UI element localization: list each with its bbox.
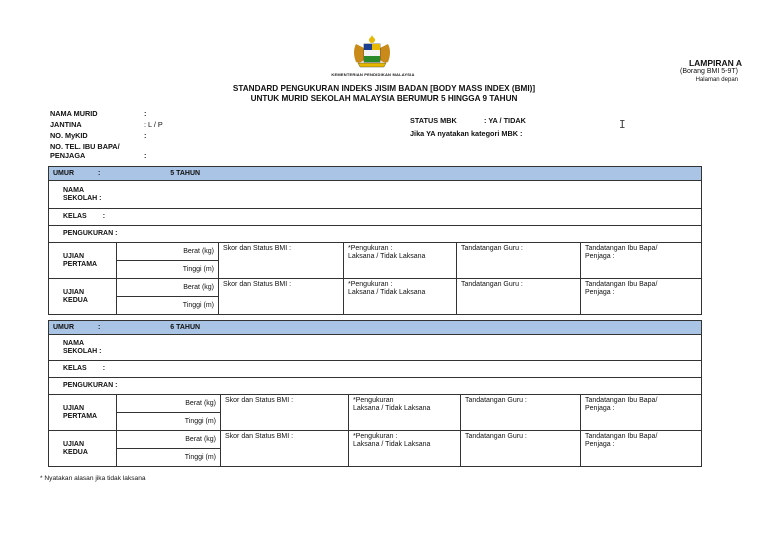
text-cursor-icon: I [619,118,626,131]
age-header [49,167,702,181]
school-name-row[interactable] [49,335,702,361]
measurement-status-options: Laksana / Tidak Laksana [353,404,431,412]
school-label-1: NAMA [63,186,84,194]
age-value: 6 TAHUN [170,323,201,331]
jantina-value: : L / P [144,120,163,129]
measurement-status-field[interactable] [344,243,457,279]
umur-colon: : [97,323,101,331]
parent-signature-label-1: Tandatangan Ibu Bapa/ [585,281,658,288]
weight-field[interactable]: Berat (kg) [117,279,219,297]
status-mbk-label: STATUS MBK [410,116,457,125]
height-field[interactable]: Tinggi (m) [117,449,221,467]
test-label-2: KEDUA [63,448,88,456]
nama-murid-label: NAMA MURID [50,109,98,118]
weight-field[interactable]: Berat (kg) [117,243,219,261]
test-label-cell [49,279,117,315]
test-label-2: PERTAMA [63,260,98,268]
measurement-status-label: *Pengukuran : [353,433,398,440]
parent-signature-label-2: Penjaga : [585,252,615,260]
phone-label-line1: NO. TEL. IBU BAPA/ [50,142,120,151]
jantina-label: JANTINA [50,120,82,129]
height-field[interactable]: Tinggi (m) [117,297,219,315]
page-label: Halaman depan [695,77,738,83]
weight-field[interactable]: Berat (kg) [117,431,221,449]
measurement-status-label: *Pengukuran : [348,245,393,252]
measurement-status-field[interactable] [349,431,461,467]
bmi-score-field[interactable]: Skor dan Status BMI : [221,395,349,431]
teacher-signature-field[interactable]: Tandatangan Guru : [457,279,581,315]
teacher-signature-field[interactable]: Tandatangan Guru : [457,243,581,279]
class-label: KELAS [63,213,87,221]
phone-colon: : [144,151,147,160]
bmi-score-field[interactable]: Skor dan Status BMI : [219,279,344,315]
parent-signature-label-1: Tandatangan Ibu Bapa/ [585,245,658,252]
class-colon: : [102,213,106,221]
mbk-category-label: Jika YA nyatakan kategori MBK : [410,129,523,138]
school-label-2: SEKOLAH : [63,194,102,202]
umur-label: UMUR [53,169,74,177]
test-label-1: UJIAN [63,404,85,412]
height-field[interactable]: Tinggi (m) [117,261,219,279]
test-label-1: UJIAN [63,288,85,296]
footnote: * Nyatakan alasan jika tidak laksana [40,475,146,482]
class-row[interactable] [49,209,702,226]
nama-murid-colon: : [144,109,147,118]
mykid-label: NO. MyKID [50,131,88,140]
weight-field[interactable]: Berat (kg) [117,395,221,413]
test-label-2: PERTAMA [63,412,98,420]
parent-signature-label-1: Tandatangan Ibu Bapa/ [585,433,658,440]
school-label-1: NAMA [63,339,84,347]
bmi-block-6-tahun [48,320,702,467]
parent-signature-field[interactable] [581,243,702,279]
measurement-status-options: Laksana / Tidak Laksana [348,252,426,260]
class-label: KELAS [63,365,87,373]
parent-signature-label-2: Penjaga : [585,440,615,448]
test-label-cell [49,395,117,431]
height-field[interactable]: Tinggi (m) [117,413,221,431]
umur-label: UMUR [53,323,74,331]
teacher-signature-field[interactable]: Tandatangan Guru : [461,395,581,431]
test-label-cell [49,243,117,279]
class-row[interactable] [49,361,702,378]
parent-signature-label-1: Tandatangan Ibu Bapa/ [585,397,658,404]
mykid-colon: : [144,131,147,140]
parent-signature-field[interactable] [581,395,702,431]
school-name-row[interactable] [49,181,702,209]
measurement-label: PENGUKURAN : [63,382,118,390]
test-label-2: KEDUA [63,296,88,304]
measurement-label: PENGUKURAN : [63,230,118,238]
parent-signature-label-2: Penjaga : [585,288,615,296]
title-line-1: STANDARD PENGUKURAN INDEKS JISIM BADAN [BODY MASS INDEX (BMI)] [232,84,536,93]
bmi-score-field[interactable]: Skor dan Status BMI : [219,243,344,279]
test-label-1: UJIAN [63,440,85,448]
lampiran-label: LAMPIRAN A [688,58,742,68]
school-label-2: SEKOLAH : [63,347,102,355]
phone-label-line2: PENJAGA [50,151,86,160]
parent-signature-field[interactable] [581,279,702,315]
test-label-cell [49,431,117,467]
measurement-status-options: Laksana / Tidak Laksana [348,288,426,296]
measurement-row [49,378,702,395]
measurement-status-label: *Pengukuran [353,397,394,404]
bmi-block-5-tahun [48,166,702,315]
class-colon: : [102,365,106,373]
title-line-2: UNTUK MURID SEKOLAH MALAYSIA BERUMUR 5 HINGGA 9 TAHUN [250,94,518,103]
parent-signature-field[interactable] [581,431,702,467]
measurement-status-field[interactable] [344,279,457,315]
age-value: 5 TAHUN [170,169,201,177]
status-mbk-value: : YA / TIDAK [484,116,526,125]
measurement-status-label: *Pengukuran : [348,281,393,288]
ministry-name: KEMENTERIAN PENDIDIKAN MALAYSIA [331,72,415,77]
form-code: (Borang BMI 5-9T) [680,68,738,75]
test-label-1: UJIAN [63,252,85,260]
coat-of-arms-icon [346,34,398,70]
measurement-status-field[interactable] [349,395,461,431]
measurement-row [49,226,702,243]
measurement-status-options: Laksana / Tidak Laksana [353,440,431,448]
teacher-signature-field[interactable]: Tandatangan Guru : [461,431,581,467]
parent-signature-label-2: Penjaga : [585,404,615,412]
age-header [49,321,702,335]
umur-colon: : [97,169,101,177]
bmi-score-field[interactable]: Skor dan Status BMI : [221,431,349,467]
